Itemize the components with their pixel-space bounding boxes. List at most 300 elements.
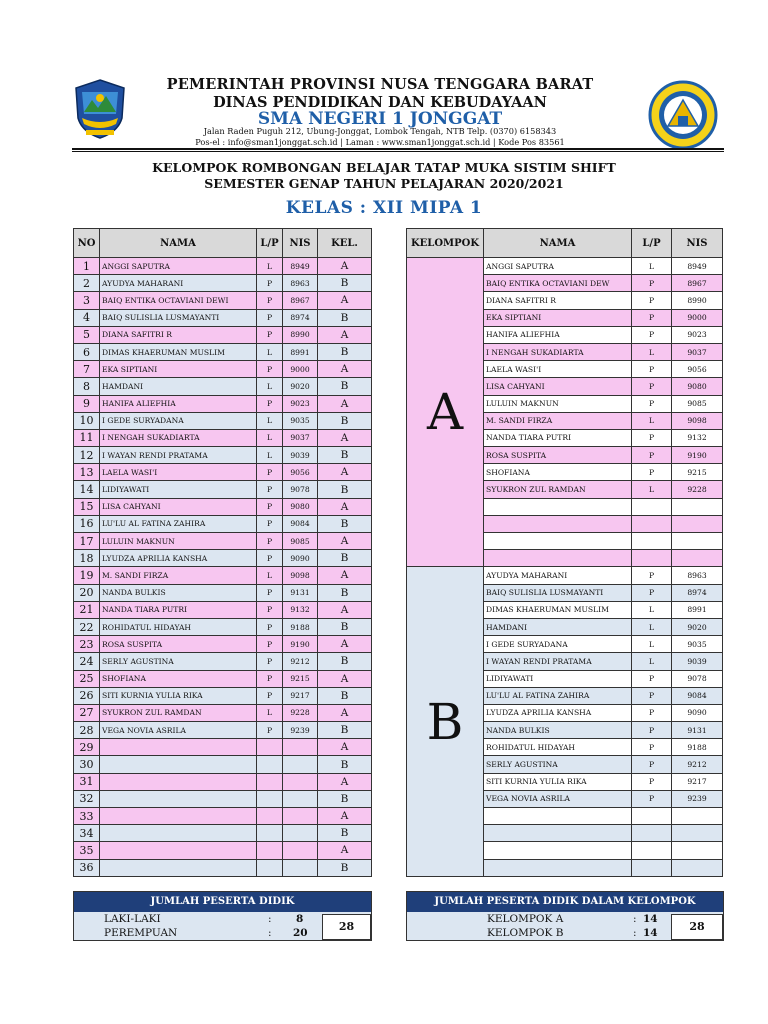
member-nis: 9188 xyxy=(672,739,723,756)
table-row xyxy=(74,842,372,859)
school-contact: Pos-el : info@sman1jonggat.sch.id | Laman : www.sman1jonggat.sch.id | Kode Pos 83561 xyxy=(195,137,565,147)
student-name: LULUIN MAKNUN xyxy=(100,533,257,550)
student-gender xyxy=(257,739,283,756)
student-name: LYUDZA APRILIA KANSHA xyxy=(100,550,257,567)
student-name: NANDA BULKIS xyxy=(100,584,257,601)
student-gender: P xyxy=(257,687,283,704)
member-gender: P xyxy=(632,567,672,584)
table-row xyxy=(74,533,372,550)
student-nis: 8949 xyxy=(283,258,318,275)
member-gender: P xyxy=(632,722,672,739)
group-a-sep: : xyxy=(633,913,637,925)
member-name: M. SANDI FIRZA xyxy=(484,412,632,429)
member-gender: P xyxy=(632,292,672,309)
col-header-nis: NIS xyxy=(283,229,318,258)
row-no: 33 xyxy=(74,808,100,825)
member-nis: 9090 xyxy=(672,704,723,721)
row-no: 1 xyxy=(74,258,100,275)
total-groups: 28 xyxy=(671,914,723,940)
student-group: A xyxy=(318,636,372,653)
member-nis: 8963 xyxy=(672,567,723,584)
group-b-count: 14 xyxy=(643,927,658,939)
member-nis: 9228 xyxy=(672,481,723,498)
male-count: 8 xyxy=(296,913,304,925)
student-name: I WAYAN RENDI PRATAMA xyxy=(100,447,257,464)
row-no: 9 xyxy=(74,395,100,412)
row-no: 2 xyxy=(74,275,100,292)
table-row xyxy=(74,378,372,395)
student-group: B xyxy=(318,756,372,773)
member-gender: L xyxy=(632,636,672,653)
female-sep: : xyxy=(268,927,272,939)
member-gender: L xyxy=(632,343,672,360)
student-group: B xyxy=(318,618,372,635)
student-name xyxy=(100,790,257,807)
member-nis: 9239 xyxy=(672,790,723,807)
member-name: DIMAS KHAERUMAN MUSLIM xyxy=(484,601,632,618)
member-gender: L xyxy=(632,653,672,670)
student-group: A xyxy=(318,601,372,618)
student-group: B xyxy=(318,447,372,464)
member-gender: P xyxy=(632,447,672,464)
member-name: AYUDYA MAHARANI xyxy=(484,567,632,584)
student-nis: 9000 xyxy=(283,361,318,378)
row-no: 26 xyxy=(74,687,100,704)
member-nis: 9212 xyxy=(672,756,723,773)
student-nis: 9078 xyxy=(283,481,318,498)
student-nis: 9056 xyxy=(283,464,318,481)
table-row xyxy=(74,601,372,618)
table-row xyxy=(74,361,372,378)
member-gender: P xyxy=(632,395,672,412)
col-header-nama: NAMA xyxy=(100,229,257,258)
member-nis: 9131 xyxy=(672,722,723,739)
student-name xyxy=(100,859,257,876)
student-group: B xyxy=(318,343,372,360)
student-nis: 8990 xyxy=(283,326,318,343)
student-group: A xyxy=(318,361,372,378)
member-nis: 9132 xyxy=(672,429,723,446)
student-name: BAIQ ENTIKA OCTAVIANI DEWI xyxy=(100,292,257,309)
student-name: LAELA WASI'I xyxy=(100,464,257,481)
row-no: 23 xyxy=(74,636,100,653)
student-nis xyxy=(283,808,318,825)
table-row xyxy=(74,584,372,601)
student-name: NANDA TIARA PUTRI xyxy=(100,601,257,618)
member-name: LU'LU AL FATINA ZAHIRA xyxy=(484,687,632,704)
row-no: 5 xyxy=(74,326,100,343)
group-a-label: KELOMPOK A xyxy=(487,913,564,925)
member-gender: P xyxy=(632,584,672,601)
member-name: SITI KURNIA YULIA RIKA xyxy=(484,773,632,790)
member-name: SYUKRON ZUL RAMDAN xyxy=(484,481,632,498)
table-row xyxy=(74,790,372,807)
student-group: A xyxy=(318,704,372,721)
table-row xyxy=(74,567,372,584)
row-no: 28 xyxy=(74,722,100,739)
table-row xyxy=(74,515,372,532)
student-name: SERLY AGUSTINA xyxy=(100,653,257,670)
student-name: M. SANDI FIRZA xyxy=(100,567,257,584)
student-nis: 9035 xyxy=(283,412,318,429)
member-gender xyxy=(632,842,672,859)
student-name: HANIFA ALIEFHIA xyxy=(100,395,257,412)
student-nis: 9098 xyxy=(283,567,318,584)
student-nis: 9228 xyxy=(283,704,318,721)
table-row xyxy=(74,481,372,498)
student-name xyxy=(100,808,257,825)
member-gender: L xyxy=(632,412,672,429)
col-header-kel: KEL. xyxy=(318,229,372,258)
table-row xyxy=(74,292,372,309)
member-name xyxy=(484,842,632,859)
member-nis xyxy=(672,515,723,532)
student-gender: P xyxy=(257,498,283,515)
student-gender xyxy=(257,859,283,876)
member-gender: P xyxy=(632,378,672,395)
member-gender xyxy=(632,533,672,550)
table-row xyxy=(74,618,372,635)
doc-title-line2: SEMESTER GENAP TAHUN PELAJARAN 2020/2021 xyxy=(204,176,564,191)
member-gender: P xyxy=(632,309,672,326)
table-row xyxy=(74,498,372,515)
member-nis xyxy=(672,808,723,825)
class-title: KELAS : XII MIPA 1 xyxy=(285,198,483,218)
member-name: VEGA NOVIA ASRILA xyxy=(484,790,632,807)
row-no: 17 xyxy=(74,533,100,550)
student-name xyxy=(100,773,257,790)
member-name xyxy=(484,550,632,567)
student-nis: 9039 xyxy=(283,447,318,464)
student-group: B xyxy=(318,825,372,842)
female-label: PEREMPUAN xyxy=(104,927,178,939)
member-nis: 8949 xyxy=(672,258,723,275)
row-no: 19 xyxy=(74,567,100,584)
student-nis: 9084 xyxy=(283,515,318,532)
female-count: 20 xyxy=(293,927,308,939)
member-gender: P xyxy=(632,275,672,292)
student-gender: L xyxy=(257,429,283,446)
member-nis: 8967 xyxy=(672,275,723,292)
member-name: LYUDZA APRILIA KANSHA xyxy=(484,704,632,721)
student-gender xyxy=(257,773,283,790)
student-gender: P xyxy=(257,618,283,635)
student-group: A xyxy=(318,395,372,412)
table-row xyxy=(74,326,372,343)
student-group: A xyxy=(318,429,372,446)
member-name: ANGGI SAPUTRA xyxy=(484,258,632,275)
student-gender: P xyxy=(257,292,283,309)
male-sep: : xyxy=(268,913,272,925)
member-name: BAIQ ENTIKA OCTAVIANI DEW xyxy=(484,275,632,292)
row-no: 25 xyxy=(74,670,100,687)
member-name: ROHIDATUL HIDAYAH xyxy=(484,739,632,756)
member-gender xyxy=(632,498,672,515)
table-row xyxy=(407,567,723,584)
student-name xyxy=(100,825,257,842)
student-group: B xyxy=(318,481,372,498)
member-name: HANIFA ALIEFHIA xyxy=(484,326,632,343)
member-gender: P xyxy=(632,756,672,773)
member-gender xyxy=(632,825,672,842)
student-group: A xyxy=(318,670,372,687)
table-row xyxy=(74,687,372,704)
student-gender: L xyxy=(257,447,283,464)
row-no: 32 xyxy=(74,790,100,807)
student-nis xyxy=(283,859,318,876)
student-nis: 8974 xyxy=(283,309,318,326)
student-group: A xyxy=(318,842,372,859)
member-name xyxy=(484,808,632,825)
member-gender: L xyxy=(632,258,672,275)
province-emblem-icon xyxy=(72,78,128,140)
student-gender: L xyxy=(257,412,283,429)
student-nis: 9239 xyxy=(283,722,318,739)
student-group: B xyxy=(318,653,372,670)
student-gender: P xyxy=(257,636,283,653)
student-group: A xyxy=(318,292,372,309)
row-no: 7 xyxy=(74,361,100,378)
col-header-kelompok: KELOMPOK xyxy=(407,229,484,258)
student-gender xyxy=(257,790,283,807)
member-nis: 9078 xyxy=(672,670,723,687)
student-group: A xyxy=(318,567,372,584)
student-nis xyxy=(283,756,318,773)
student-gender: P xyxy=(257,515,283,532)
school-logo-icon xyxy=(648,80,718,150)
member-nis: 9023 xyxy=(672,326,723,343)
row-no: 24 xyxy=(74,653,100,670)
row-no: 11 xyxy=(74,429,100,446)
table-row xyxy=(74,739,372,756)
col-header-nama: NAMA xyxy=(484,229,632,258)
student-nis: 9212 xyxy=(283,653,318,670)
member-gender: P xyxy=(632,464,672,481)
table-row xyxy=(74,275,372,292)
member-nis xyxy=(672,550,723,567)
summary-groups xyxy=(406,891,724,941)
student-name: DIMAS KHAERUMAN MUSLIM xyxy=(100,343,257,360)
row-no: 22 xyxy=(74,618,100,635)
student-gender: P xyxy=(257,395,283,412)
member-name: ROSA SUSPITA xyxy=(484,447,632,464)
student-gender: L xyxy=(257,704,283,721)
student-group: A xyxy=(318,773,372,790)
member-gender: L xyxy=(632,601,672,618)
member-nis: 8974 xyxy=(672,584,723,601)
student-nis xyxy=(283,842,318,859)
member-name: BAIQ SULISLIA LUSMAYANTI xyxy=(484,584,632,601)
table-header-row xyxy=(407,229,723,258)
student-nis xyxy=(283,790,318,807)
student-name: AYUDYA MAHARANI xyxy=(100,275,257,292)
school-title: SMA NEGERI 1 JONGGAT xyxy=(257,109,503,129)
student-name xyxy=(100,842,257,859)
student-gender xyxy=(257,808,283,825)
student-gender: P xyxy=(257,275,283,292)
student-gender: P xyxy=(257,550,283,567)
member-nis: 9037 xyxy=(672,343,723,360)
row-no: 30 xyxy=(74,756,100,773)
student-name: DIANA SAFITRI R xyxy=(100,326,257,343)
doc-title-line1: KELOMPOK ROMBONGAN BELAJAR TATAP MUKA SISTIM SHIFT xyxy=(152,160,616,175)
student-nis xyxy=(283,773,318,790)
student-nis: 9080 xyxy=(283,498,318,515)
member-gender: P xyxy=(632,361,672,378)
student-nis: 8991 xyxy=(283,343,318,360)
group-b-sep: : xyxy=(633,927,637,939)
member-gender: P xyxy=(632,739,672,756)
table-row xyxy=(74,704,372,721)
student-gender: P xyxy=(257,326,283,343)
row-no: 12 xyxy=(74,447,100,464)
student-nis: 9215 xyxy=(283,670,318,687)
row-no: 15 xyxy=(74,498,100,515)
student-nis xyxy=(283,825,318,842)
student-gender xyxy=(257,756,283,773)
student-nis: 9131 xyxy=(283,584,318,601)
student-nis: 9188 xyxy=(283,618,318,635)
table-row xyxy=(74,464,372,481)
table-row xyxy=(407,258,723,275)
student-group: A xyxy=(318,739,372,756)
row-no: 34 xyxy=(74,825,100,842)
total-students: 28 xyxy=(322,914,371,940)
row-no: 10 xyxy=(74,412,100,429)
member-name: LISA CAHYANI xyxy=(484,378,632,395)
student-name: ANGGI SAPUTRA xyxy=(100,258,257,275)
member-nis: 9098 xyxy=(672,412,723,429)
student-gender: P xyxy=(257,309,283,326)
student-name: EKA SIPTIANI xyxy=(100,361,257,378)
member-nis: 8991 xyxy=(672,601,723,618)
student-group: B xyxy=(318,275,372,292)
student-name: SITI KURNIA YULIA RIKA xyxy=(100,687,257,704)
member-gender: P xyxy=(632,670,672,687)
student-name: BAIQ SULISLIA LUSMAYANTI xyxy=(100,309,257,326)
member-name: I GEDE SURYADANA xyxy=(484,636,632,653)
student-nis: 8967 xyxy=(283,292,318,309)
gov-title: PEMERINTAH PROVINSI NUSA TENGGARA BARAT xyxy=(166,76,594,93)
member-nis xyxy=(672,533,723,550)
member-gender xyxy=(632,515,672,532)
summary-groups-title: JUMLAH PESERTA DIDIK DALAM KELOMPOK xyxy=(407,892,723,912)
row-no: 29 xyxy=(74,739,100,756)
row-no: 3 xyxy=(74,292,100,309)
member-nis: 8990 xyxy=(672,292,723,309)
student-gender: P xyxy=(257,601,283,618)
student-gender: P xyxy=(257,584,283,601)
table-row xyxy=(74,636,372,653)
member-name xyxy=(484,515,632,532)
student-name: LIDIYAWATI xyxy=(100,481,257,498)
member-gender: P xyxy=(632,687,672,704)
student-group: B xyxy=(318,722,372,739)
student-group: A xyxy=(318,533,372,550)
student-group: A xyxy=(318,808,372,825)
member-gender: L xyxy=(632,618,672,635)
member-name: DIANA SAFITRI R xyxy=(484,292,632,309)
col-header-lp: L/P xyxy=(632,229,672,258)
member-name: SERLY AGUSTINA xyxy=(484,756,632,773)
row-no: 21 xyxy=(74,601,100,618)
row-no: 13 xyxy=(74,464,100,481)
col-header-no: NO xyxy=(74,229,100,258)
student-name: ROHIDATUL HIDAYAH xyxy=(100,618,257,635)
student-name: I NENGAH SUKADIARTA xyxy=(100,429,257,446)
student-gender: L xyxy=(257,567,283,584)
table-row xyxy=(74,550,372,567)
student-gender: P xyxy=(257,653,283,670)
summary-students xyxy=(73,891,372,941)
table-row xyxy=(74,722,372,739)
student-gender: P xyxy=(257,533,283,550)
col-header-nis: NIS xyxy=(672,229,723,258)
table-row xyxy=(74,309,372,326)
student-name: SHOFIANA xyxy=(100,670,257,687)
row-no: 14 xyxy=(74,481,100,498)
table-row xyxy=(74,653,372,670)
member-nis: 9080 xyxy=(672,378,723,395)
student-group: A xyxy=(318,326,372,343)
student-gender xyxy=(257,842,283,859)
member-name: NANDA TIARA PUTRI xyxy=(484,429,632,446)
student-nis: 9090 xyxy=(283,550,318,567)
member-gender: P xyxy=(632,429,672,446)
table-row xyxy=(74,859,372,876)
table-row xyxy=(74,258,372,275)
header-rule xyxy=(72,148,724,150)
table-header-row xyxy=(74,229,372,258)
member-nis: 9056 xyxy=(672,361,723,378)
member-gender xyxy=(632,808,672,825)
student-nis: 9085 xyxy=(283,533,318,550)
member-nis xyxy=(672,859,723,876)
group-label: B xyxy=(407,567,484,876)
member-name: LAELA WASI'I xyxy=(484,361,632,378)
member-name: LULUIN MAKNUN xyxy=(484,395,632,412)
row-no: 36 xyxy=(74,859,100,876)
table-row xyxy=(74,447,372,464)
student-gender: L xyxy=(257,258,283,275)
student-group: B xyxy=(318,859,372,876)
row-no: 16 xyxy=(74,515,100,532)
member-gender: P xyxy=(632,326,672,343)
student-name: HAMDANI xyxy=(100,378,257,395)
row-no: 4 xyxy=(74,309,100,326)
student-name: ROSA SUSPITA xyxy=(100,636,257,653)
member-name xyxy=(484,859,632,876)
group-b-label: KELOMPOK B xyxy=(487,927,564,939)
student-nis: 9190 xyxy=(283,636,318,653)
member-nis xyxy=(672,825,723,842)
group-label: A xyxy=(407,258,484,567)
student-name: LU'LU AL FATINA ZAHIRA xyxy=(100,515,257,532)
member-name xyxy=(484,825,632,842)
member-gender: L xyxy=(632,481,672,498)
row-no: 6 xyxy=(74,343,100,360)
student-gender xyxy=(257,825,283,842)
member-nis: 9084 xyxy=(672,687,723,704)
member-name: SHOFIANA xyxy=(484,464,632,481)
student-name: LISA CAHYANI xyxy=(100,498,257,515)
student-group: B xyxy=(318,309,372,326)
table-row xyxy=(74,429,372,446)
table-row xyxy=(74,343,372,360)
member-name: I NENGAH SUKADIARTA xyxy=(484,343,632,360)
student-nis: 9020 xyxy=(283,378,318,395)
table-row xyxy=(74,412,372,429)
